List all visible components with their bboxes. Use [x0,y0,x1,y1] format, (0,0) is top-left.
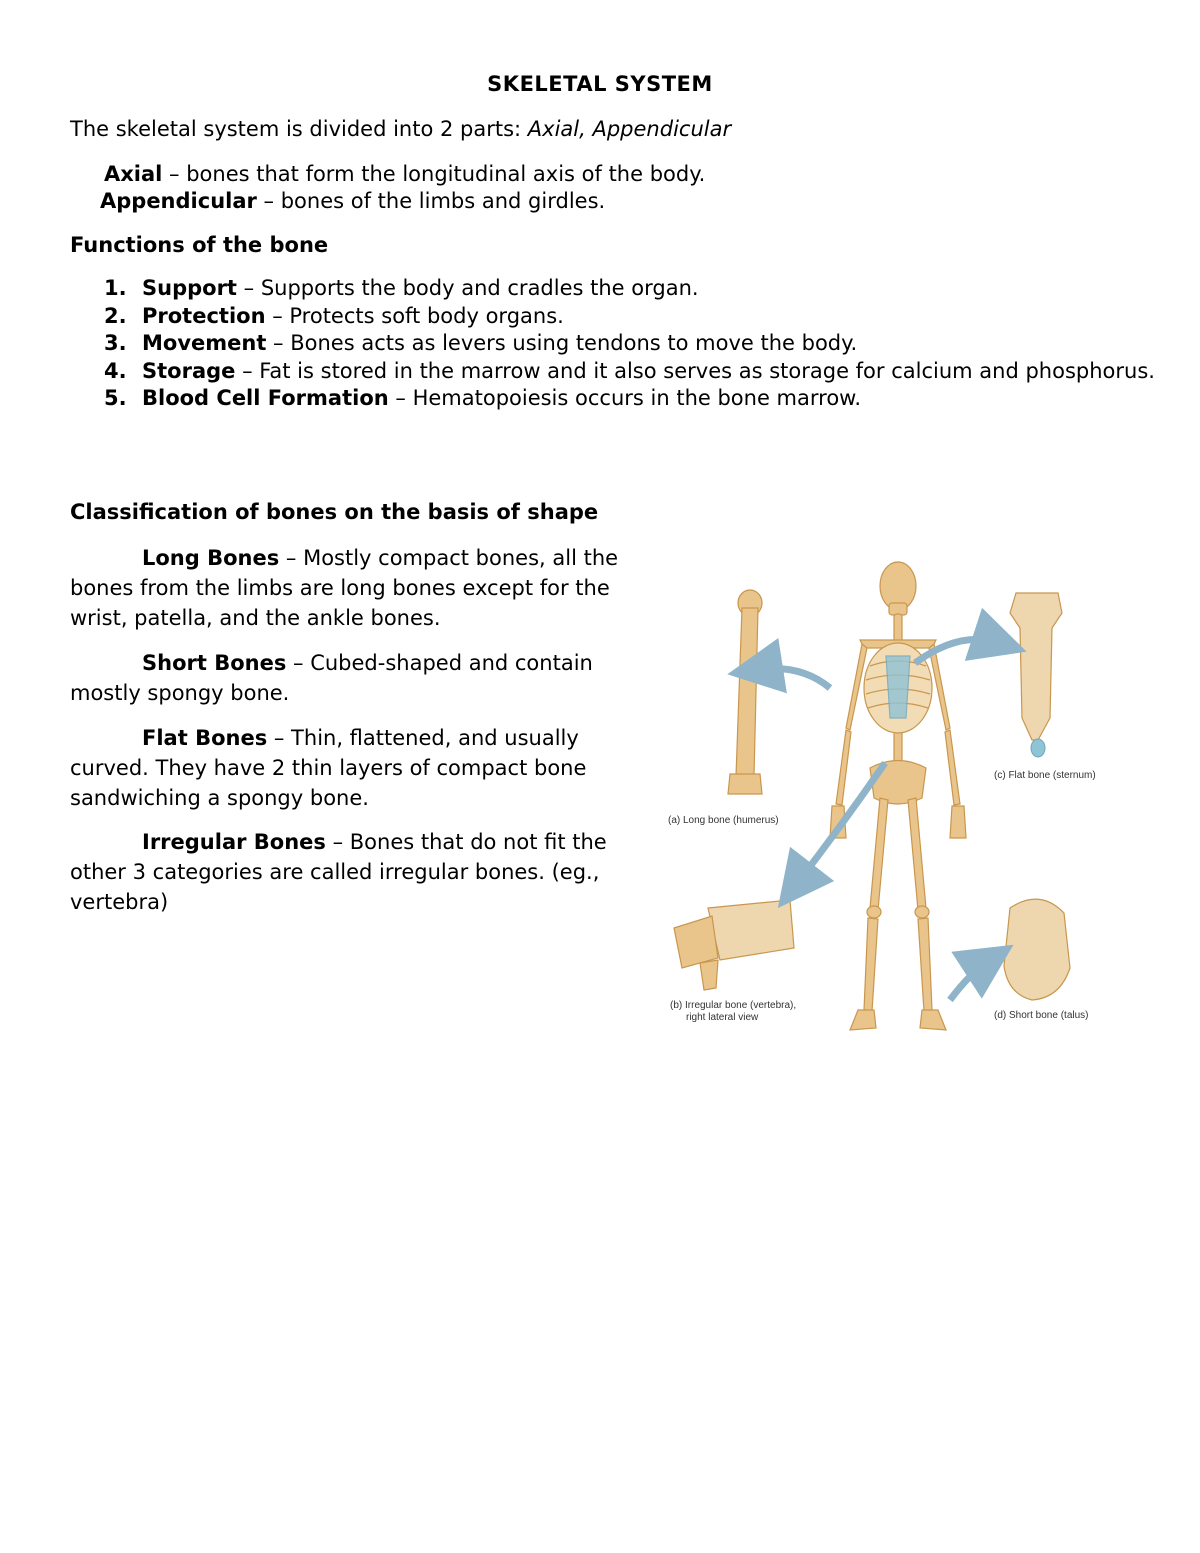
definition-text: – bones that form the longitudinal axis of the body. [162,162,706,186]
functions-heading: Functions of the bone [70,233,329,257]
function-term: Protection [142,303,266,328]
definition-text: – bones of the limbs and girdles. [256,189,606,213]
function-text: – Supports the body and cradles the organ. [236,276,699,300]
caption-irregular-bone: (b) Irregular bone (vertebra), [670,1000,797,1011]
classification-text: – Mostly compact bones, all the bones from the limbs are long bones except for the wrist, patella, and the ankle bones. [70,546,619,630]
classification-text: – Bones that do not fit the other 3 categories are called irregular bones. (eg., vertebra) [70,830,607,914]
caption-irregular-bone-view: right lateral view [686,1012,759,1023]
caption-short-bone: (d) Short bone (talus) [994,1010,1089,1021]
functions-list [104,275,1164,413]
classification-text: – Cubed-shaped and contain mostly spongy bone. [70,651,593,705]
list-item: 4. Storage – Fat is stored in the marrow and it also serves as storage for calcium and phosphorus. [104,358,1155,383]
classification-term: Flat Bones [142,726,268,750]
definition-term: Axial [104,162,163,186]
arrow-to-short-bone [950,960,990,1000]
classification-term: Irregular Bones [142,830,326,854]
list-item: 3. Movement – Bones acts as levers using tendons to move the body. [104,331,858,355]
function-text: – Bones acts as levers using tendons to move the body. [266,331,858,355]
list-item: 2. Protection – Protects soft body organs. [104,303,564,328]
classification-irregular [70,827,650,917]
function-term: Movement [142,331,267,355]
classification-term: Long Bones [142,546,280,570]
function-term: Blood Cell Formation [142,386,389,410]
function-text: – Hematopoiesis occurs in the bone marrow. [388,386,862,410]
classification-heading: Classification of bones on the basis of shape [70,500,599,524]
arrow-to-long-bone [755,668,830,688]
caption-flat-bone: (c) Flat bone (sternum) [994,770,1096,781]
classification-flat [70,723,650,813]
long-bone [728,590,762,794]
classification-term: Short Bones [142,651,287,675]
function-text: – Protects soft body organs. [265,303,564,328]
definition-axial [104,162,705,186]
list-item: 5. Blood Cell Formation – Hematopoiesis occurs in the bone marrow. [104,386,862,410]
definition-term: Appendicular [100,189,257,213]
function-term: Support [142,276,237,300]
short-bone [1004,899,1070,1000]
function-text: – Fat is stored in the marrow and it also serves as storage for calcium and phosphorus. [235,358,1155,383]
skeleton-figure [830,562,966,1030]
intro-line [70,117,731,141]
function-term: Storage [142,358,236,383]
classification-text: – Thin, flattened, and usually curved. They have 2 thin layers of compact bone sandwiching a spongy bone. [70,726,587,810]
intro-parts: Axial, Appendicular [527,117,732,141]
classification-long [70,543,650,633]
list-item: 1. Support – Supports the body and cradles the organ. [104,276,699,300]
irregular-bone [674,900,794,990]
classification-short [70,648,650,708]
skeleton-illustration [660,548,1105,1043]
caption-long-bone: (a) Long bone (humerus) [668,815,779,826]
flat-bone [1010,593,1062,757]
page-title: SKELETAL SYSTEM [487,72,713,96]
intro-text: The skeletal system is divided into 2 parts: [70,117,528,141]
definition-appendicular [100,189,605,213]
